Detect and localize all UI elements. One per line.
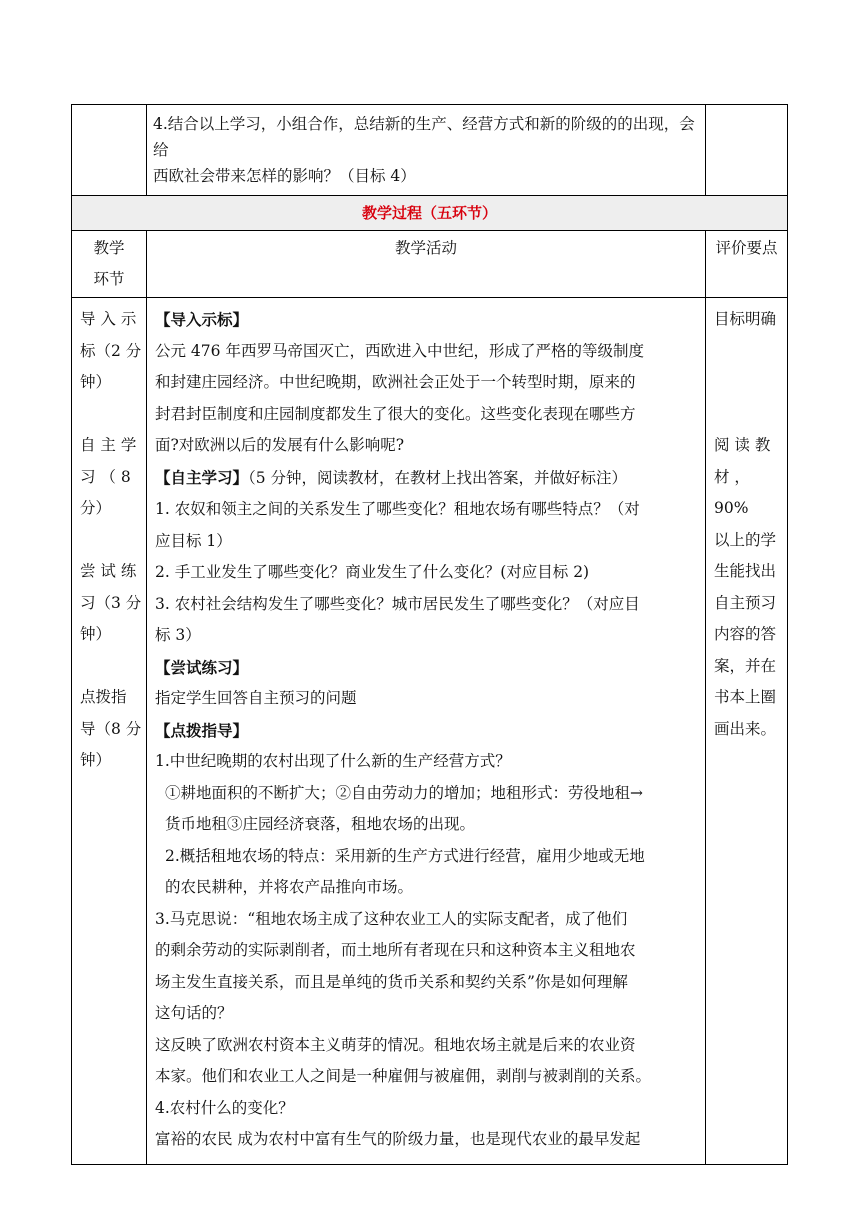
objective-4-line-2: 西欧社会带来怎样的影响？（目标 4） xyxy=(153,167,416,185)
header-evaluation-label: 评价要点 xyxy=(715,239,778,257)
stage-line: 分） xyxy=(80,499,112,517)
activity-column xyxy=(147,298,706,1165)
self-study-line xyxy=(155,462,697,495)
evaluation-line: 自主预习 xyxy=(714,593,777,612)
self-study-question: 2. 手工业发生了哪些变化？商业发生了什么变化？(对应目标 2) xyxy=(155,563,590,581)
objective-row-eval-cell xyxy=(706,105,788,196)
header-stage-line-2: 环节 xyxy=(93,270,125,288)
evaluation-line: 画出来。 xyxy=(714,719,777,738)
stage-column xyxy=(72,298,147,1165)
stage-practice xyxy=(80,556,142,651)
stage-line: 点拨指 xyxy=(80,688,127,706)
stage-line: 习 （ 8 xyxy=(80,467,131,486)
intro-line: 公元 476 年西罗马帝国灭亡，西欧进入中世纪，形成了严格的等级制度 xyxy=(155,341,644,360)
practice-line: 指定学生回答自主预习的问题 xyxy=(155,689,357,707)
intro-line: 封君封臣制度和庄园制度都发生了很大的变化。这些变化表现在哪些方 xyxy=(155,404,636,423)
evaluation-spacer xyxy=(714,367,783,399)
intro-line: 和封建庄园经济。中世纪晚期，欧洲社会正处于一个转型时期，原来的 xyxy=(155,373,636,391)
self-study-note: （5 分钟，阅读教材，在教材上找出答案，并做好标注） xyxy=(248,468,628,487)
intro-line: 面?对欧洲以后的发展有什么影响呢? xyxy=(155,436,405,454)
evaluation-line: 内容的答 xyxy=(714,625,777,643)
evaluation-column xyxy=(706,298,788,1165)
header-stage-line-1: 教学 xyxy=(93,239,125,257)
intro-heading: 【导入示标】 xyxy=(155,310,249,329)
stage-line: 标（2 分 xyxy=(80,341,142,360)
guide-line: 本家。他们和农业工人之间是一种雇佣与被雇佣，剥削与被剥削的关系。 xyxy=(155,1067,652,1085)
guide-line: 的农民耕种，并将农产品推向市场。 xyxy=(165,878,414,896)
stage-line: 习（3 分 xyxy=(80,593,142,612)
stage-line: 钟） xyxy=(80,625,112,643)
evaluation-line: 阅 读 教 xyxy=(714,436,771,454)
self-study-question: 1. 农奴和领主之间的关系发生了哪些变化？租地农场有哪些特点？（对 xyxy=(155,500,640,518)
guide-line: 4.农村什么的变化？ xyxy=(155,1098,294,1117)
self-study-question: 标 3） xyxy=(155,626,201,644)
stage-guidance xyxy=(80,682,142,777)
evaluation-line: 生能找出 xyxy=(714,562,777,580)
guide-heading: 【点拨指导】 xyxy=(155,720,249,740)
evaluation-line: 材 ， 90% xyxy=(714,467,750,517)
guide-line: 2.概括租地农场的特点：采用新的生产方式进行经营，雇用少地或无地 xyxy=(165,846,645,865)
stage-line: 钟） xyxy=(80,373,112,391)
stage-line: 钟） xyxy=(80,751,112,769)
header-row xyxy=(72,231,788,298)
guide-line: ①耕地面积的不断扩大；②自由劳动力的增加；地租形式：劳役地租→ xyxy=(165,783,643,802)
banner-row xyxy=(72,196,788,231)
objective-row-content-cell xyxy=(147,105,706,196)
stage-intro xyxy=(80,304,142,399)
header-activity-cell xyxy=(147,231,706,298)
practice-heading: 【尝试练习】 xyxy=(155,657,249,677)
body-row xyxy=(72,298,788,1165)
header-evaluation-cell xyxy=(706,231,788,298)
objective-4-line-1: 4.结合以上学习，小组合作，总结新的生产、经营方式和新的阶级的的出现，会给 xyxy=(153,115,695,159)
guide-line: 3.马克思说：“租地农场主成了这种农业工人的实际支配者，成了他们 xyxy=(155,909,628,928)
evaluation-line: 案，并在 xyxy=(714,656,777,675)
teaching-process-banner: 教学过程（五环节） xyxy=(72,196,788,231)
guide-line: 这句话的？ xyxy=(155,1004,233,1022)
guide-line: 的剩余劳动的实际剥削者，而土地所有者现在只和这种资本主义租地农 xyxy=(155,941,636,959)
header-stage-cell xyxy=(72,231,147,298)
stage-line: 导 入 示 xyxy=(80,310,137,328)
guide-line: 场主发生直接关系，而且是单纯的货币关系和契约关系”你是如何理解 xyxy=(155,972,628,991)
stage-line: 尝 试 练 xyxy=(80,562,137,580)
objective-row-stage-cell xyxy=(72,105,147,196)
guide-line: 富裕的农民 成为农村中富有生气的阶级力量，也是现代农业的最早发起 xyxy=(155,1130,641,1148)
lesson-plan-table xyxy=(71,104,788,1165)
evaluation-first: 目标明确 xyxy=(714,310,777,328)
self-study-question: 3. 农村社会结构发生了哪些变化？城市居民发生了哪些变化？（对应目 xyxy=(155,594,640,613)
stage-line: 导（8 分 xyxy=(80,719,142,738)
evaluation-spacer xyxy=(714,336,783,368)
guide-line: 1.中世纪晚期的农村出现了什么新的生产经营方式？ xyxy=(155,752,511,770)
self-study-question: 应目标 1） xyxy=(155,531,232,550)
evaluation-line: 书本上圈 xyxy=(714,688,777,706)
stage-line: 自 主 学 xyxy=(80,436,137,454)
guide-line: 货币地租③庄园经济衰落，租地农场的出现。 xyxy=(165,815,476,833)
objective-row xyxy=(72,105,788,196)
header-activity-label: 教学活动 xyxy=(394,239,457,257)
guide-line: 这反映了欧洲农村资本主义萌芽的情况。租地农场主就是后来的农业资 xyxy=(155,1035,636,1054)
evaluation-line: 以上的学 xyxy=(714,530,777,549)
stage-self-study xyxy=(80,430,142,525)
evaluation-spacer xyxy=(714,399,783,431)
self-study-heading: 【自主学习】 xyxy=(155,467,249,487)
